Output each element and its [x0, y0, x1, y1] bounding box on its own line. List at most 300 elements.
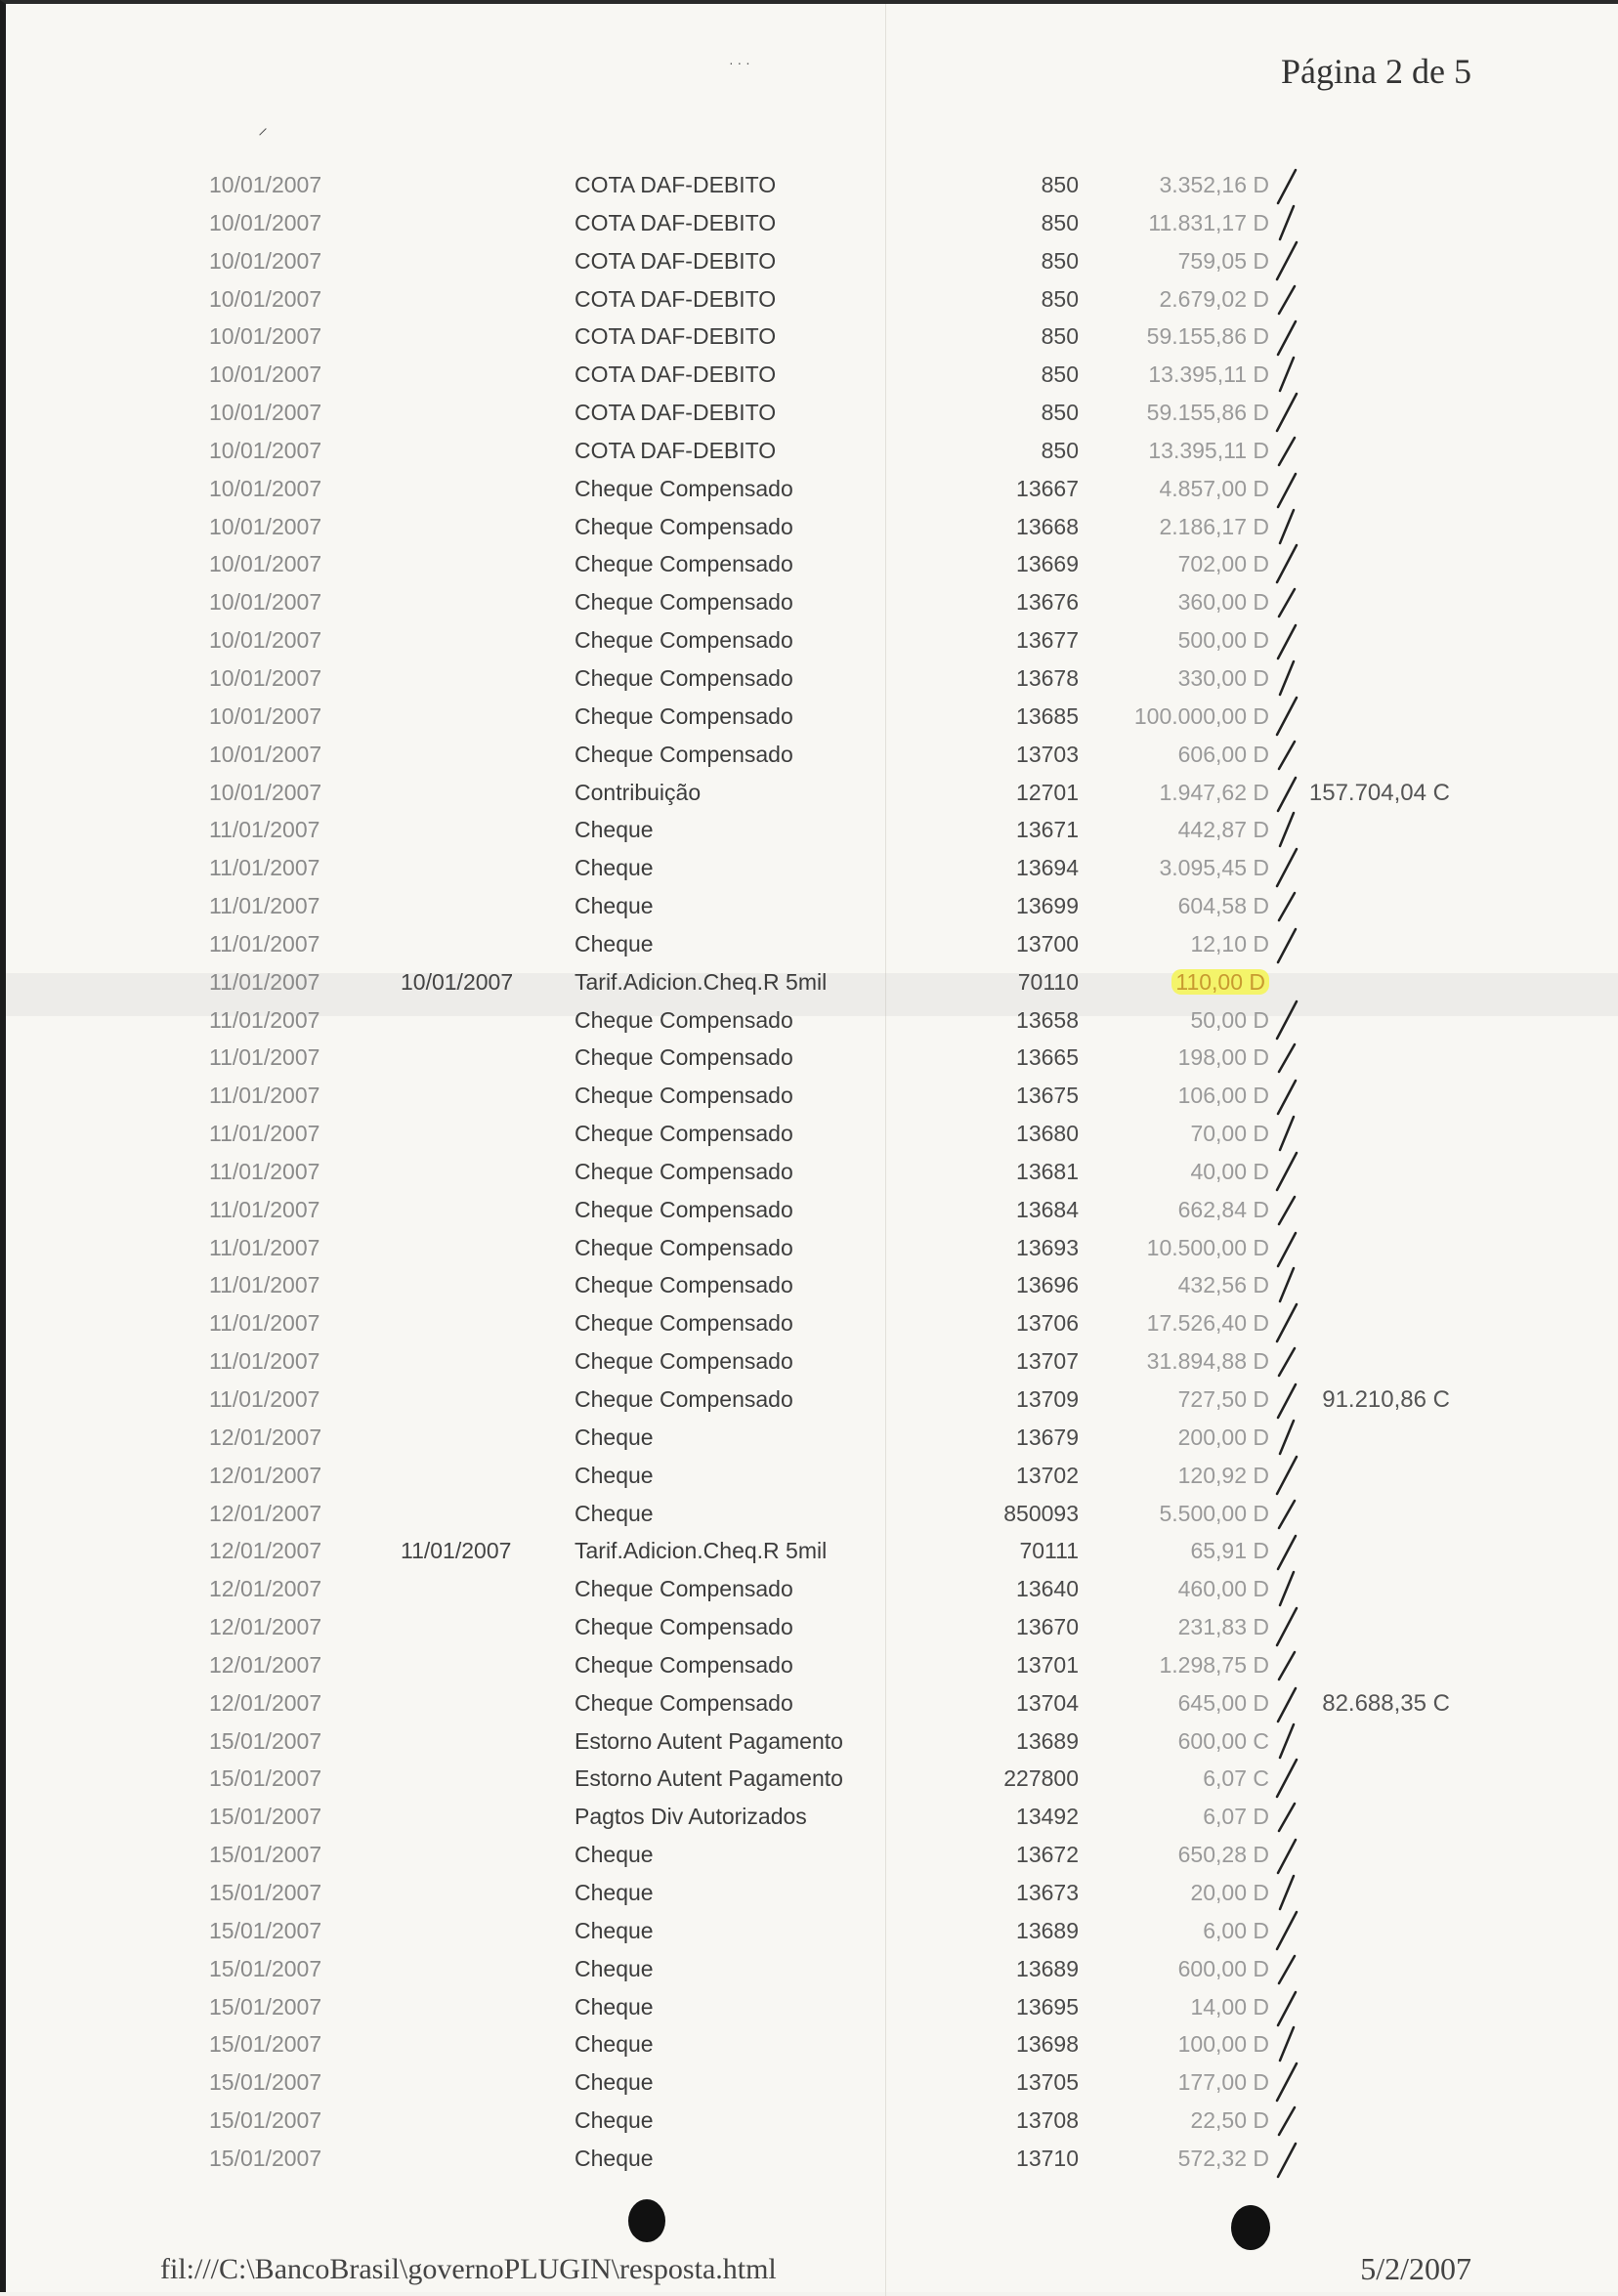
document-number: 70110: [1017, 968, 1079, 995]
posting-date: 10/01/2007: [209, 741, 322, 767]
posting-date: 10/01/2007: [209, 513, 322, 539]
transaction-description: Cheque: [575, 1424, 654, 1450]
check-mark-icon: [1274, 1493, 1299, 1534]
transaction-row: [6, 2065, 1618, 2104]
posting-date: 11/01/2007: [209, 893, 320, 919]
document-number: 13680: [1016, 1121, 1079, 1147]
check-mark-icon: [1274, 1986, 1299, 2027]
check-mark-icon: [1274, 1417, 1299, 1458]
posting-date: 11/01/2007: [209, 817, 320, 843]
transaction-value: 40,00 D: [1190, 1158, 1269, 1184]
transaction-row: [6, 319, 1618, 358]
document-number: 13672: [1016, 1842, 1079, 1868]
document-number: 70111: [1019, 1538, 1079, 1564]
transaction-value: 198,00 D: [1177, 1044, 1269, 1071]
check-mark-icon: [1274, 1796, 1299, 1837]
posting-date: 11/01/2007: [209, 1006, 320, 1033]
transaction-row: [6, 738, 1618, 776]
posting-date: 15/01/2007: [209, 1993, 322, 2020]
check-mark-icon: [1274, 1910, 1299, 1951]
posting-date: 10/01/2007: [209, 627, 322, 654]
posting-date: 10/01/2007: [209, 437, 322, 463]
document-number: 850: [1041, 400, 1079, 426]
check-mark-icon: [1274, 354, 1299, 395]
transaction-value: 759,05 D: [1177, 247, 1269, 274]
transaction-row: [6, 244, 1618, 282]
posting-date: 15/01/2007: [209, 2031, 322, 2058]
transaction-description: Tarif.Adicion.Cheq.R 5mil: [575, 968, 828, 995]
posting-date: 10/01/2007: [209, 285, 322, 312]
transaction-value: 13.395,11 D: [1148, 437, 1269, 463]
check-mark-icon: [1274, 809, 1299, 850]
transaction-value: 65,91 D: [1190, 1538, 1269, 1564]
check-mark-icon: [1274, 240, 1299, 281]
check-mark-icon: [1274, 1264, 1299, 1305]
posting-date: 10/01/2007: [209, 475, 322, 501]
transaction-row: [6, 661, 1618, 700]
transaction-description: Cheque: [575, 1842, 654, 1868]
transaction-value: 330,00 D: [1177, 664, 1269, 691]
transaction-value: 432,56 D: [1177, 1272, 1269, 1298]
highlighted-value: 110,00 D: [1171, 969, 1269, 995]
document-number: 13679: [1016, 1424, 1079, 1450]
check-mark-icon: [1274, 2100, 1299, 2141]
document-number: 13706: [1016, 1310, 1079, 1337]
page-number: Página 2 de 5: [1281, 52, 1471, 91]
transaction-row: [6, 2027, 1618, 2065]
transaction-description: Cheque Compensado: [575, 475, 793, 501]
transaction-value: 200,00 D: [1177, 1424, 1269, 1450]
posting-date: 12/01/2007: [209, 1500, 322, 1526]
transaction-value: 662,84 D: [1177, 1196, 1269, 1222]
transaction-value: 604,58 D: [1177, 893, 1269, 919]
transaction-value: 360,00 D: [1177, 589, 1269, 616]
posting-date: 12/01/2007: [209, 1462, 322, 1488]
posting-date: 10/01/2007: [209, 551, 322, 577]
posting-date: 10/01/2007: [209, 247, 322, 274]
check-mark-icon: [1274, 506, 1299, 547]
posting-date: 10/01/2007: [209, 400, 322, 426]
transaction-value: 120,92 D: [1177, 1462, 1269, 1488]
transaction-row: [6, 1572, 1618, 1610]
transaction-row: [6, 813, 1618, 851]
posting-date: 12/01/2007: [209, 1538, 322, 1564]
transaction-value: 600,00 C: [1177, 1727, 1269, 1754]
posting-date: 11/01/2007: [209, 1348, 320, 1375]
check-mark-icon: [1274, 658, 1299, 699]
document-number: 13689: [1016, 1955, 1079, 1981]
check-mark-icon: [1274, 772, 1299, 813]
transaction-value: 6,07 D: [1203, 1804, 1269, 1830]
posting-date: 11/01/2007: [209, 1310, 320, 1337]
transaction-value: 17.526,40 D: [1146, 1310, 1269, 1337]
transaction-row: [6, 1876, 1618, 1914]
document-number: 13708: [1016, 2107, 1079, 2134]
transaction-description: Cheque: [575, 1917, 654, 1943]
posting-date: 10/01/2007: [209, 589, 322, 616]
transaction-value: 6,00 D: [1203, 1917, 1269, 1943]
transaction-description: Cheque Compensado: [575, 1121, 793, 1147]
running-balance: 91.210,86 C: [1322, 1386, 1450, 1413]
check-mark-icon: [1274, 1644, 1299, 1685]
transaction-value: 11.831,17 D: [1148, 209, 1269, 235]
posting-date: 15/01/2007: [209, 1804, 322, 1830]
transaction-value: 10.500,00 D: [1146, 1234, 1269, 1260]
posting-date: 11/01/2007: [209, 1272, 320, 1298]
transaction-row: [6, 2142, 1618, 2180]
transaction-row: [6, 358, 1618, 396]
document-number: 850: [1041, 361, 1079, 388]
transaction-description: Cheque Compensado: [575, 1348, 793, 1375]
transaction-description: Cheque Compensado: [575, 1576, 793, 1602]
document-number: 13703: [1016, 741, 1079, 767]
transaction-description: Estorno Autent Pagamento: [575, 1727, 843, 1754]
transaction-description: COTA DAF-DEBITO: [575, 437, 777, 463]
check-mark-icon: [1274, 1682, 1299, 1723]
transaction-row: [6, 396, 1618, 434]
punch-hole: [628, 2199, 665, 2242]
check-mark-icon: [1274, 999, 1299, 1041]
transaction-description: Cheque Compensado: [575, 664, 793, 691]
document-number: 13694: [1016, 855, 1079, 881]
transaction-row: [6, 1952, 1618, 1990]
transaction-value: 2.679,02 D: [1159, 285, 1269, 312]
punch-hole: [1231, 2205, 1270, 2250]
posting-date: 11/01/2007: [209, 968, 320, 995]
transaction-value: 442,87 D: [1177, 817, 1269, 843]
footer-url: fil:///C:\BancoBrasil\governoPLUGIN\resposta.html: [160, 2253, 777, 2285]
check-mark-icon: [1274, 696, 1299, 737]
document-number: 13695: [1016, 1993, 1079, 2020]
transaction-row: [6, 927, 1618, 965]
transaction-row: [6, 889, 1618, 927]
document-number: 13492: [1016, 1804, 1079, 1830]
transaction-row: [6, 1306, 1618, 1344]
posting-date: 12/01/2007: [209, 1424, 322, 1450]
transaction-description: Cheque Compensado: [575, 1614, 793, 1640]
document-number: 13677: [1016, 627, 1079, 654]
document-number: 13669: [1016, 551, 1079, 577]
check-mark-icon: [1274, 1189, 1299, 1230]
document-number: 13676: [1016, 589, 1079, 616]
transaction-description: Cheque: [575, 1500, 654, 1526]
transaction-row: [6, 1421, 1618, 1459]
document-number: 13693: [1016, 1234, 1079, 1260]
transaction-value: 100,00 D: [1177, 2031, 1269, 2058]
transaction-description: Cheque: [575, 2145, 654, 2171]
posting-date: 12/01/2007: [209, 1689, 322, 1716]
transaction-row: [6, 1534, 1618, 1572]
document-number: 13710: [1016, 2145, 1079, 2171]
document-number: 13689: [1016, 1727, 1079, 1754]
document-number: 13699: [1016, 893, 1079, 919]
transaction-value: 70,00 D: [1190, 1121, 1269, 1147]
posting-date: 12/01/2007: [209, 1651, 322, 1678]
transaction-value: 460,00 D: [1177, 1576, 1269, 1602]
transaction-description: Cheque Compensado: [575, 1006, 793, 1033]
running-balance: 157.704,04 C: [1308, 779, 1450, 806]
balance-date: 10/01/2007: [401, 968, 514, 995]
transaction-row: [6, 965, 1618, 1003]
check-mark-icon: [1274, 1037, 1299, 1078]
document-number: 13670: [1016, 1614, 1079, 1640]
transaction-row: [6, 1459, 1618, 1497]
document-number: 13684: [1016, 1196, 1079, 1222]
posting-date: 11/01/2007: [209, 1234, 320, 1260]
posting-date: 11/01/2007: [209, 1044, 320, 1071]
transaction-description: Cheque: [575, 1879, 654, 1905]
transaction-description: Cheque Compensado: [575, 1386, 793, 1412]
transaction-value: 31.894,88 D: [1146, 1348, 1269, 1375]
document-number: 13681: [1016, 1158, 1079, 1184]
transaction-row: [6, 1079, 1618, 1117]
check-mark-icon: [1274, 1302, 1299, 1343]
check-mark-icon: [1274, 316, 1299, 357]
check-mark-icon: [1274, 1075, 1299, 1116]
transaction-row: [6, 585, 1618, 623]
transaction-row: [6, 1800, 1618, 1838]
posting-date: 15/01/2007: [209, 2145, 322, 2171]
check-mark-icon: [1274, 619, 1299, 660]
posting-date: 15/01/2007: [209, 1917, 322, 1943]
transaction-description: COTA DAF-DEBITO: [575, 285, 777, 312]
transaction-value: 1.298,75 D: [1159, 1651, 1269, 1678]
transaction-value: 1.947,62 D: [1159, 779, 1269, 805]
transaction-row: [6, 1155, 1618, 1193]
posting-date: 10/01/2007: [209, 361, 322, 388]
transaction-description: Cheque: [575, 2031, 654, 2058]
posting-date: 15/01/2007: [209, 1955, 322, 1981]
document-number: 13658: [1016, 1006, 1079, 1033]
posting-date: 10/01/2007: [209, 702, 322, 729]
transaction-row: [6, 547, 1618, 585]
document-number: 13709: [1016, 1386, 1079, 1412]
transaction-row: [6, 472, 1618, 510]
transaction-description: Cheque Compensado: [575, 551, 793, 577]
check-mark-icon: [1274, 1455, 1299, 1496]
check-mark-icon: [1274, 885, 1299, 926]
check-mark-icon: [1274, 1113, 1299, 1154]
check-mark-icon: [1274, 543, 1299, 584]
document-number: 850: [1041, 247, 1079, 274]
posting-date: 15/01/2007: [209, 1879, 322, 1905]
check-mark-icon: [1274, 1530, 1299, 1571]
transaction-value: 606,00 D: [1177, 741, 1269, 767]
transaction-value: [1171, 969, 1269, 996]
transaction-description: Cheque Compensado: [575, 1158, 793, 1184]
posting-date: 10/01/2007: [209, 664, 322, 691]
transaction-description: Cheque Compensado: [575, 1234, 793, 1260]
transaction-row: [6, 1231, 1618, 1269]
transaction-value: 500,00 D: [1177, 627, 1269, 654]
transaction-row: [6, 1382, 1618, 1421]
transaction-description: Cheque: [575, 1955, 654, 1981]
transaction-row: [6, 623, 1618, 661]
transaction-value: 100.000,00 D: [1133, 702, 1269, 729]
transaction-value: 106,00 D: [1177, 1083, 1269, 1109]
posting-date: 11/01/2007: [209, 1196, 320, 1222]
posting-date: 15/01/2007: [209, 2069, 322, 2096]
balance-date: 11/01/2007: [401, 1538, 512, 1564]
document-number: 13689: [1016, 1917, 1079, 1943]
transaction-description: Cheque: [575, 930, 654, 957]
transaction-value: 59.155,86 D: [1146, 323, 1269, 350]
transaction-description: Cheque Compensado: [575, 589, 793, 616]
transaction-description: Tarif.Adicion.Cheq.R 5mil: [575, 1538, 828, 1564]
document-number: 13700: [1016, 930, 1079, 957]
transaction-value: 650,28 D: [1177, 1842, 1269, 1868]
posting-date: 15/01/2007: [209, 1842, 322, 1868]
check-mark-icon: [1274, 847, 1299, 888]
transaction-value: 3.352,16 D: [1159, 172, 1269, 197]
transaction-value: 702,00 D: [1177, 551, 1269, 577]
scan-mark: ⸝: [258, 117, 268, 139]
check-mark-icon: [1274, 2138, 1299, 2179]
transaction-row: [6, 1041, 1618, 1079]
transaction-description: COTA DAF-DEBITO: [575, 361, 777, 388]
check-mark-icon: [1274, 581, 1299, 622]
check-mark-icon: [1274, 734, 1299, 775]
document-number: 13704: [1016, 1689, 1079, 1716]
transaction-value: 59.155,86 D: [1146, 400, 1269, 426]
document-number: 13668: [1016, 513, 1079, 539]
transaction-row: [6, 1193, 1618, 1231]
transaction-row: [6, 1838, 1618, 1876]
check-mark-icon: [1274, 164, 1299, 205]
transaction-description: Cheque Compensado: [575, 1196, 793, 1222]
transaction-value: 6,07 C: [1203, 1765, 1269, 1792]
check-mark-icon: [1274, 1606, 1299, 1647]
transaction-value: 645,00 D: [1177, 1689, 1269, 1716]
check-mark-icon: [1274, 2023, 1299, 2064]
check-mark-icon: [1274, 1758, 1299, 1799]
transaction-description: Cheque: [575, 2107, 654, 2134]
transaction-description: COTA DAF-DEBITO: [575, 247, 777, 274]
transaction-row: [6, 1686, 1618, 1724]
transaction-description: Cheque Compensado: [575, 741, 793, 767]
transaction-description: Cheque: [575, 817, 654, 843]
check-mark-icon: [1274, 1227, 1299, 1268]
posting-date: 11/01/2007: [209, 1083, 320, 1109]
transaction-value: 12,10 D: [1190, 930, 1269, 957]
transaction-description: Cheque: [575, 893, 654, 919]
transaction-row: [6, 776, 1618, 814]
transaction-description: Cheque: [575, 1462, 654, 1488]
running-balance: 82.688,35 C: [1322, 1689, 1450, 1717]
transaction-value: 50,00 D: [1190, 1006, 1269, 1033]
transaction-row: [6, 1003, 1618, 1042]
transaction-list: [6, 168, 1618, 2180]
transaction-value: 600,00 D: [1177, 1955, 1269, 1981]
document-number: 13667: [1016, 475, 1079, 501]
transaction-row: [6, 1497, 1618, 1535]
check-mark-icon: [1274, 1834, 1299, 1875]
transaction-row: [6, 1117, 1618, 1155]
document-number: 850: [1041, 323, 1079, 350]
document-number: 13678: [1016, 664, 1079, 691]
document-number: 13707: [1016, 1348, 1079, 1375]
document-number: 13671: [1016, 817, 1079, 843]
transaction-value: 177,00 D: [1177, 2069, 1269, 2096]
transaction-row: [6, 851, 1618, 889]
check-mark-icon: [1274, 202, 1299, 243]
posting-date: 11/01/2007: [209, 1386, 320, 1412]
document-number: 850: [1041, 172, 1079, 197]
transaction-description: Cheque Compensado: [575, 1689, 793, 1716]
transaction-row: [6, 2104, 1618, 2142]
transaction-row: [6, 1990, 1618, 2028]
transaction-description: Cheque Compensado: [575, 702, 793, 729]
transaction-description: Cheque Compensado: [575, 1310, 793, 1337]
posting-date: 11/01/2007: [209, 1121, 320, 1147]
transaction-description: Cheque: [575, 1993, 654, 2020]
posting-date: 12/01/2007: [209, 1614, 322, 1640]
document-number: 13701: [1016, 1651, 1079, 1678]
transaction-value: 3.095,45 D: [1159, 855, 1269, 881]
check-mark-icon: [1274, 1568, 1299, 1609]
transaction-row: [6, 206, 1618, 244]
check-mark-icon: [1274, 392, 1299, 433]
posting-date: 15/01/2007: [209, 1765, 322, 1792]
transaction-description: Cheque: [575, 2069, 654, 2096]
posting-date: 12/01/2007: [209, 1576, 322, 1602]
document-number: 13675: [1016, 1083, 1079, 1109]
transaction-description: COTA DAF-DEBITO: [575, 209, 777, 235]
check-mark-icon: [1274, 1340, 1299, 1382]
transaction-description: COTA DAF-DEBITO: [575, 172, 777, 197]
transaction-description: Estorno Autent Pagamento: [575, 1765, 843, 1792]
posting-date: 11/01/2007: [209, 1158, 320, 1184]
transaction-value: 5.500,00 D: [1159, 1500, 1269, 1526]
transaction-row: [6, 1610, 1618, 1648]
document-number: 850093: [1003, 1500, 1079, 1526]
transaction-value: 22,50 D: [1190, 2107, 1269, 2134]
transaction-description: Pagtos Div Autorizados: [575, 1804, 807, 1830]
transaction-value: 727,50 D: [1177, 1386, 1269, 1412]
check-mark-icon: [1274, 1379, 1299, 1420]
document-number: 850: [1041, 437, 1079, 463]
transaction-value: 572,32 D: [1177, 2145, 1269, 2171]
transaction-description: Cheque: [575, 855, 654, 881]
transaction-row: [6, 282, 1618, 320]
document-number: 13698: [1016, 2031, 1079, 2058]
transaction-value: 14,00 D: [1190, 1993, 1269, 2020]
transaction-row: [6, 1762, 1618, 1800]
transaction-row: [6, 1648, 1618, 1686]
posting-date: 15/01/2007: [209, 1727, 322, 1754]
posting-date: 10/01/2007: [209, 779, 322, 805]
document-number: 850: [1041, 285, 1079, 312]
transaction-value: 231,83 D: [1177, 1614, 1269, 1640]
check-mark-icon: [1274, 1151, 1299, 1192]
check-mark-icon: [1274, 1948, 1299, 1989]
check-mark-icon: [1274, 923, 1299, 964]
transaction-value: 13.395,11 D: [1148, 361, 1269, 388]
document-number: 13696: [1016, 1272, 1079, 1298]
check-mark-icon: [1274, 1721, 1299, 1762]
transaction-value: 2.186,17 D: [1159, 513, 1269, 539]
document-number: 13705: [1016, 2069, 1079, 2096]
transaction-row: [6, 1724, 1618, 1763]
posting-date: 10/01/2007: [209, 172, 322, 197]
transaction-description: Cheque Compensado: [575, 513, 793, 539]
transaction-value: 4.857,00 D: [1159, 475, 1269, 501]
check-mark-icon: [1274, 278, 1299, 319]
document-number: 13702: [1016, 1462, 1079, 1488]
posting-date: 11/01/2007: [209, 930, 320, 957]
transaction-description: Cheque Compensado: [575, 627, 793, 654]
document-number: 13665: [1016, 1044, 1079, 1071]
